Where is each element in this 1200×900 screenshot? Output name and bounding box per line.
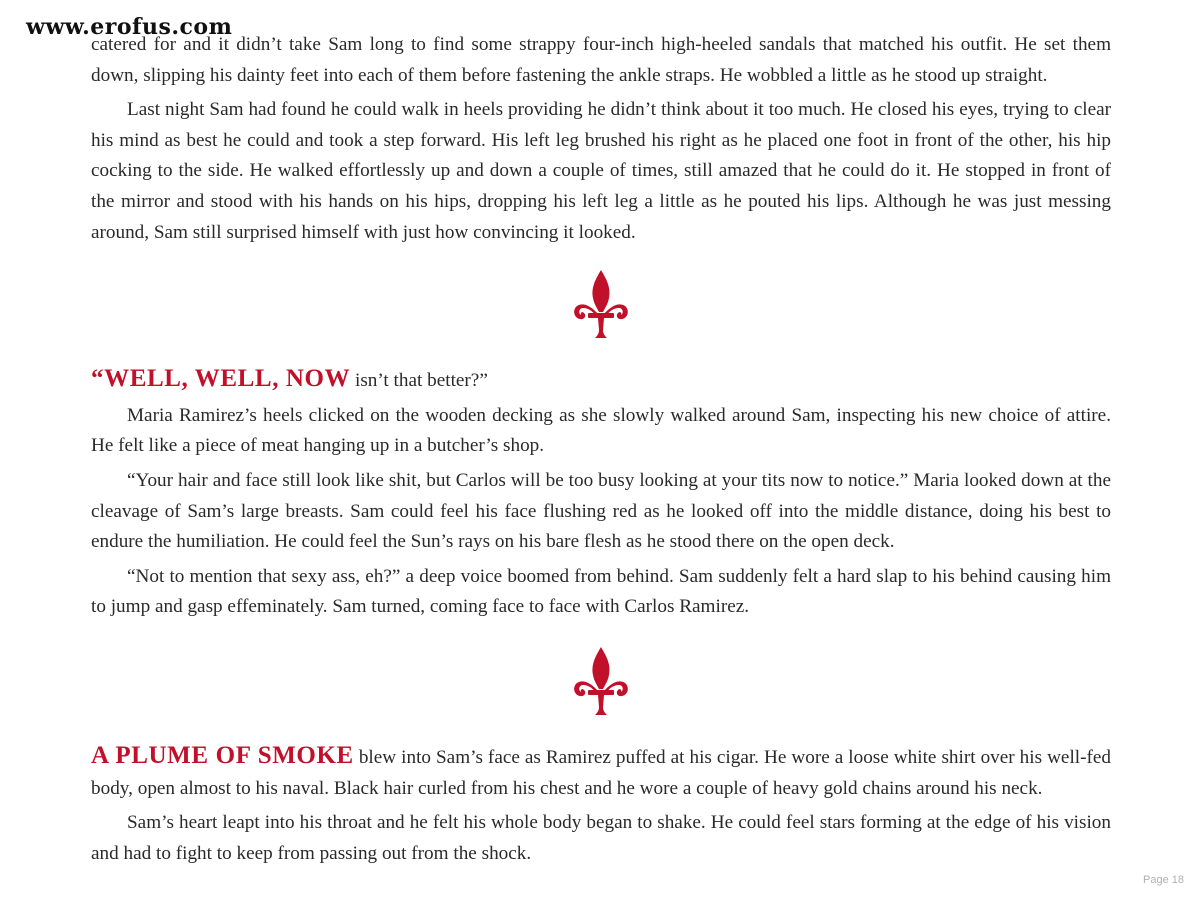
paragraph: catered for and it didn’t take Sam long to find some strappy four-inch high-heeled sandals that matched his outfit. He set them down, slipping his dainty feet into each of them before fastening the ankle straps. He wobbled a little as he stood up straight. [91,34,1111,86]
section-opening [91,364,1111,397]
paragraph: “Your hair and face still look like shit, but Carlos will be too busy looking at your tits now to notice.” Maria looked down at the cleavage of Sam’s large breasts. Sam could feel his face flushing red as he looked off into the middle distance, doing his best to endure the humiliation. He could feel the Sun’s rays on his bare flesh as he stood there on the open deck. [91,469,1111,553]
page-content [91,30,1111,869]
section-opening [91,741,1111,804]
lead-text: blew into Sam’s face as Ramirez puffed at his cigar. He wore a loose white shirt over his well-fed body, open almost to his naval. Black hair curled from his chest and he wore a couple of heavy gold chains around his neck. [91,746,1112,799]
fleur-de-lis-icon [571,268,631,340]
watermark: www.erofus.com [26,14,233,40]
paragraph: “Not to mention that sexy ass, eh?” a deep voice boomed from behind. Sam suddenly felt a hard slap to his behind causing him to jump and gasp effeminately. Sam turned, coming face to face with Carlos Ramirez. [91,565,1111,618]
fleur-de-lis-icon [571,645,631,717]
lead-text: isn’t that better?” [350,370,488,392]
paragraph: Sam’s heart leapt into his throat and he felt his whole body began to shake. He could feel stars forming at the edge of his vision and had to fight to keep from passing out from the shock. [91,812,1111,864]
page-number: Page 18 [1143,874,1184,886]
paragraph: Maria Ramirez’s heels clicked on the wooden decking as she slowly walked around Sam, inspecting his new choice of attire. He felt like a piece of meat hanging up in a butcher’s shop. [91,404,1111,457]
drop-cap-lead: “WELL, WELL, NOW [91,365,351,393]
paragraph: Last night Sam had found he could walk in heels providing he didn’t think about it too much. He closed his eyes, trying to clear his mind as best he could and took a step forward. His left leg brushed his right as he placed one foot in front of the other, his hip cocking to the side. He walked effortlessly up and down a couple of times, still amazed that he could do it. He stopped in front of the mirror and stood with his hands on his hips, dropping his left leg a little as he pouted his lips. Although he was just messing around, Sam still surprised himself with just how convincing it looked. [91,99,1111,243]
drop-cap-lead: A PLUME OF SMOKE [91,741,354,769]
